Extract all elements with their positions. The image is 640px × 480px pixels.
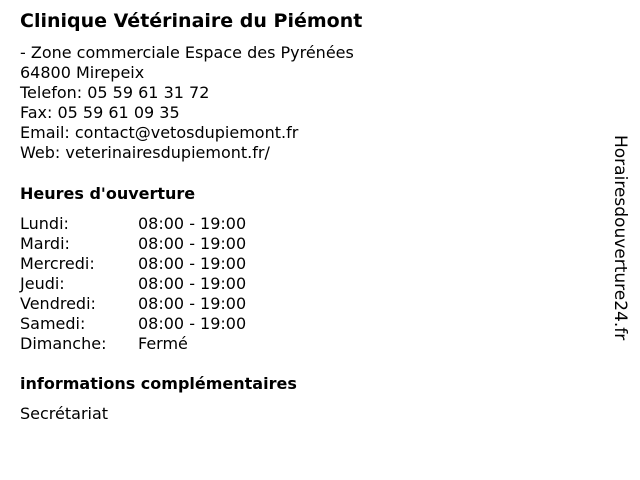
contact-info <box>20 43 354 163</box>
day-label: Samedi: <box>20 314 86 333</box>
time-value: 08:00 - 19:00 <box>138 274 247 293</box>
watermark-text: Horairesdouverture24.fr <box>610 135 630 341</box>
time-value: 08:00 - 19:00 <box>138 214 247 233</box>
site-watermark <box>602 135 638 371</box>
address-line-2: 64800 Mirepeix <box>20 63 145 82</box>
day-label: Lundi: <box>20 214 69 233</box>
day-label: Mercredi: <box>20 254 95 273</box>
time-value: 08:00 - 19:00 <box>138 234 247 253</box>
fax-number: Fax: 05 59 61 09 35 <box>20 103 180 122</box>
website: Web: veterinairesdupiemont.fr/ <box>20 143 270 162</box>
time-value: 08:00 - 19:00 <box>138 254 247 273</box>
additional-info-text: Secrétariat <box>20 404 109 423</box>
opening-hours-heading: Heures d'ouverture <box>20 184 196 203</box>
time-value: Fermé <box>138 334 188 353</box>
additional-info-heading: informations complémentaires <box>20 374 297 393</box>
day-label: Jeudi: <box>20 274 65 293</box>
time-value: 08:00 - 19:00 <box>138 294 247 313</box>
day-label: Vendredi: <box>20 294 96 313</box>
time-value: 08:00 - 19:00 <box>138 314 247 333</box>
day-label: Mardi: <box>20 234 70 253</box>
clinic-name: Clinique Vétérinaire du Piémont <box>20 10 363 32</box>
day-label: Dimanche: <box>20 334 107 353</box>
phone-number: Telefon: 05 59 61 31 72 <box>20 83 210 102</box>
address-line-1: - Zone commerciale Espace des Pyrénées <box>20 43 354 62</box>
email-address: Email: contact@vetosdupiemont.fr <box>20 123 299 142</box>
